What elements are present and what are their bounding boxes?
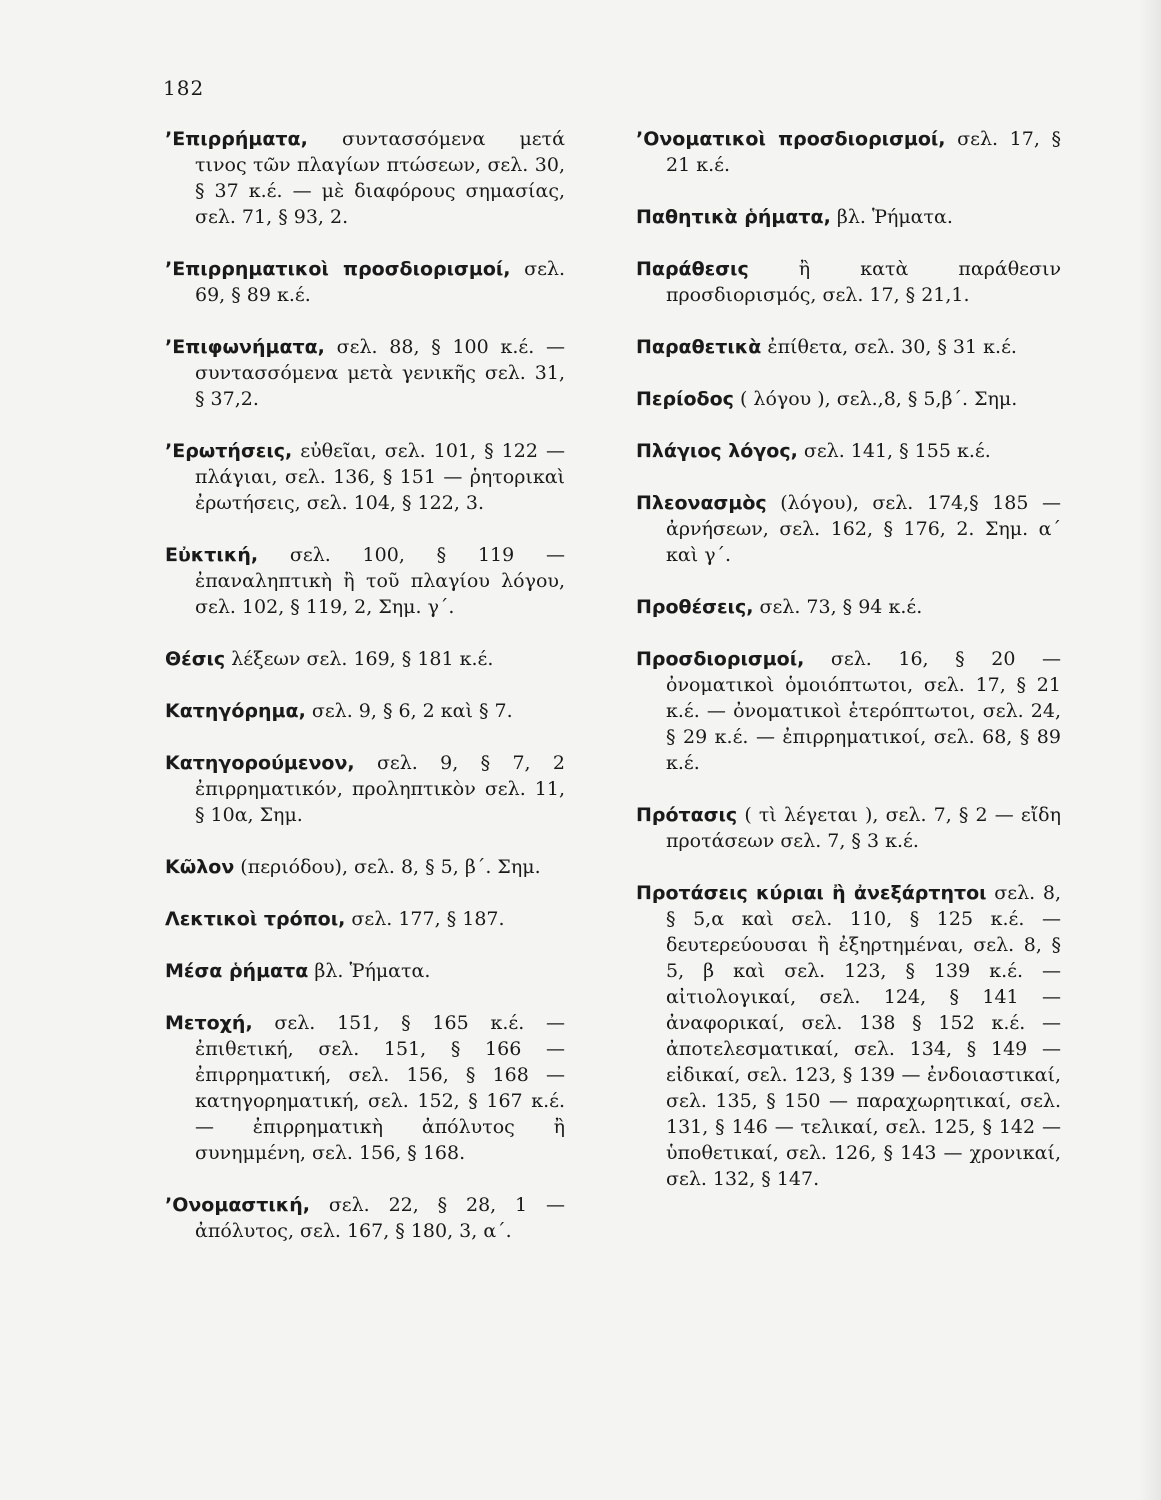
- page-number: 182: [163, 76, 205, 100]
- index-entry: [165, 438, 565, 516]
- entry-headword: ’Επιρρήματα,: [165, 128, 308, 150]
- index-entry: [165, 542, 565, 620]
- index-entry: [636, 438, 1061, 464]
- entry-headword: Κατηγορούμενον,: [165, 752, 355, 774]
- entry-headword: Λεκτικοὶ τρόποι,: [165, 908, 346, 930]
- entry-text: σελ. 151, § 165 κ.έ. — ἐπιθετική, σελ. 151, § 166 — ἐπιρρηματική, σελ. 156, § 168 — κατηγορηματική, σελ. 152, § 167 κ.έ. — ἐπιρρηματικὴ ἀπόλυτος ἢ συνημμένη, σελ. 156, § 168.: [195, 1012, 565, 1164]
- entry-headword: Προτάσεις κύριαι ἢ ἀνεξάρτητοι: [636, 882, 987, 904]
- index-entry: [636, 594, 1061, 620]
- entry-headword: Μετοχή,: [165, 1012, 253, 1034]
- entry-headword: Κῶλον: [165, 856, 235, 878]
- entry-headword: ’Ονομαστική,: [165, 1194, 310, 1216]
- index-entry: [165, 126, 565, 230]
- entry-text: σελ. 9, § 7, 2 ἐπιρρηματικόν, προληπτικὸν σελ. 11, § 10α, Σημ.: [195, 752, 565, 826]
- index-entry: [636, 204, 1061, 230]
- entry-headword: Παθητικὰ ῥήματα,: [636, 206, 831, 228]
- index-entry: [636, 880, 1061, 1192]
- entry-text: βλ. Ῥήματα.: [308, 960, 431, 982]
- entry-text: συντασσόμενα μετά τινος τῶν πλαγίων πτώσεων, σελ. 30, § 37 κ.έ. — μὲ διαφόρους σημασίας, σελ. 71, § 93, 2.: [195, 128, 565, 228]
- entry-headword: Παραθετικὰ: [636, 336, 762, 358]
- index-entry: [165, 958, 565, 984]
- entry-text: ἢ κατὰ παράθεσιν προσδιορισμός, σελ. 17, § 21,1.: [666, 258, 1061, 306]
- entry-headword: Θέσις: [165, 648, 226, 670]
- index-entry: [165, 1010, 565, 1166]
- index-entry: [636, 646, 1061, 776]
- entry-text: βλ. Ῥήματα.: [830, 206, 953, 228]
- entry-headword: ’Ονοματικοὶ προσδιορισμοί,: [636, 128, 946, 150]
- entry-text: σελ. 100, § 119 — ἐπαναληπτικὴ ἢ τοῦ πλαγίου λόγου, σελ. 102, § 119, 2, Σημ. γ΄.: [195, 544, 565, 618]
- index-entry: [165, 1192, 565, 1244]
- index-entry: [636, 802, 1061, 854]
- entry-headword: ’Επιφωνήματα,: [165, 336, 325, 358]
- entry-text: σελ. 69, § 89 κ.έ.: [195, 258, 565, 306]
- entry-headword: Πλάγιος λόγος,: [636, 440, 798, 462]
- entry-headword: Μέσα ῥήματα: [165, 960, 309, 982]
- entry-headword: Πρότασις: [636, 804, 738, 826]
- entry-text: σελ. 73, § 94 κ.έ.: [753, 596, 923, 618]
- entry-text: σελ. 17, § 21 κ.έ.: [666, 128, 1061, 176]
- entry-text: σελ. 22, § 28, 1 — ἀπόλυτος, σελ. 167, § 180, 3, α΄.: [195, 1194, 565, 1242]
- index-entry: [165, 334, 565, 412]
- index-entry: [636, 386, 1061, 412]
- index-entry: [165, 256, 565, 308]
- entry-text: (λόγου), σελ. 174,§ 185 — ἀρνήσεων, σελ. 162, § 176, 2. Σημ. α΄ καὶ γ΄.: [666, 492, 1061, 566]
- entry-headword: Πλεονασμὸς: [636, 492, 767, 514]
- entry-text: σελ. 8, § 5,α καὶ σελ. 110, § 125 κ.έ. — δευτερεύουσαι ἢ ἐξηρτημέναι, σελ. 8, § 5, β καὶ σελ. 123, § 139 κ.έ. — αἰτιολογικαί, σελ. 124, § 141 — ἀναφορικαί, σελ. 138 § 152 κ.έ. — ἀποτελεσματικαί, σελ. 134, § 149 — εἰδικαί, σελ. 123, § 139 — ἐνδοιαστικαί, σελ. 135, § 150 — παραχωρητικαί, σελ. 131, § 146 — τελικαί, σελ. 125, § 142 — ὑποθετικαί, σελ. 126, § 143 — χρονικαί, σελ. 132, § 147.: [666, 882, 1061, 1190]
- entry-text: σελ. 141, § 155 κ.έ.: [797, 440, 991, 462]
- entry-text: σελ. 9, § 6, 2 καὶ § 7.: [305, 700, 513, 722]
- entry-headword: Κατηγόρημα,: [165, 700, 306, 722]
- entry-headword: Παράθεσις: [636, 258, 749, 280]
- entry-headword: Προθέσεις,: [636, 596, 754, 618]
- entry-text: ἐπίθετα, σελ. 30, § 31 κ.έ.: [761, 336, 1017, 358]
- index-column-right: [636, 126, 1061, 1218]
- entry-text: σελ. 16, § 20 — ὀνοματικοὶ ὁμοιόπτωτοι, σελ. 17, § 21 κ.έ. — ὀνοματικοὶ ἑτερόπτωτοι, σελ. 24, § 29 κ.έ. — ἐπιρρηματικοί, σελ. 68, § 89 κ.έ.: [666, 648, 1061, 774]
- entry-headword: Εὐκτική,: [165, 544, 259, 566]
- index-entry: [165, 750, 565, 828]
- index-entry: [636, 490, 1061, 568]
- index-entry: [165, 698, 565, 724]
- entry-headword: ’Επιρρηματικοὶ προσδιορισμοί,: [165, 258, 511, 280]
- page-edge-shadow: [1139, 0, 1161, 1500]
- index-entry: [165, 854, 565, 880]
- entry-text: σελ. 88, § 100 κ.έ. — συντασσόμενα μετὰ γενικῆς σελ. 31, § 37,2.: [195, 336, 565, 410]
- entry-text: ( λόγου ), σελ.,8, § 5,β΄. Σημ.: [733, 388, 1018, 410]
- index-entry: [165, 646, 565, 672]
- entry-text: εὐθεῖαι, σελ. 101, § 122 — πλάγιαι, σελ. 136, § 151 — ῥητορικαὶ ἐρωτήσεις, σελ. 104, § 122, 3.: [195, 440, 565, 514]
- entry-text: ( τὶ λέγεται ), σελ. 7, § 2 — εἴδη προτάσεων σελ. 7, § 3 κ.έ.: [666, 804, 1061, 852]
- entry-text: (περιόδου), σελ. 8, § 5, β΄. Σημ.: [234, 856, 541, 878]
- entry-headword: ’Ερωτήσεις,: [165, 440, 293, 462]
- entry-headword: Περίοδος: [636, 388, 734, 410]
- index-entry: [165, 906, 565, 932]
- index-entry: [636, 126, 1061, 178]
- entry-headword: Προσδιορισμοί,: [636, 648, 805, 670]
- entry-text: λέξεων σελ. 169, § 181 κ.έ.: [225, 648, 494, 670]
- entry-text: σελ. 177, § 187.: [345, 908, 505, 930]
- index-entry: [636, 334, 1061, 360]
- index-column-left: [165, 126, 565, 1270]
- index-entry: [636, 256, 1061, 308]
